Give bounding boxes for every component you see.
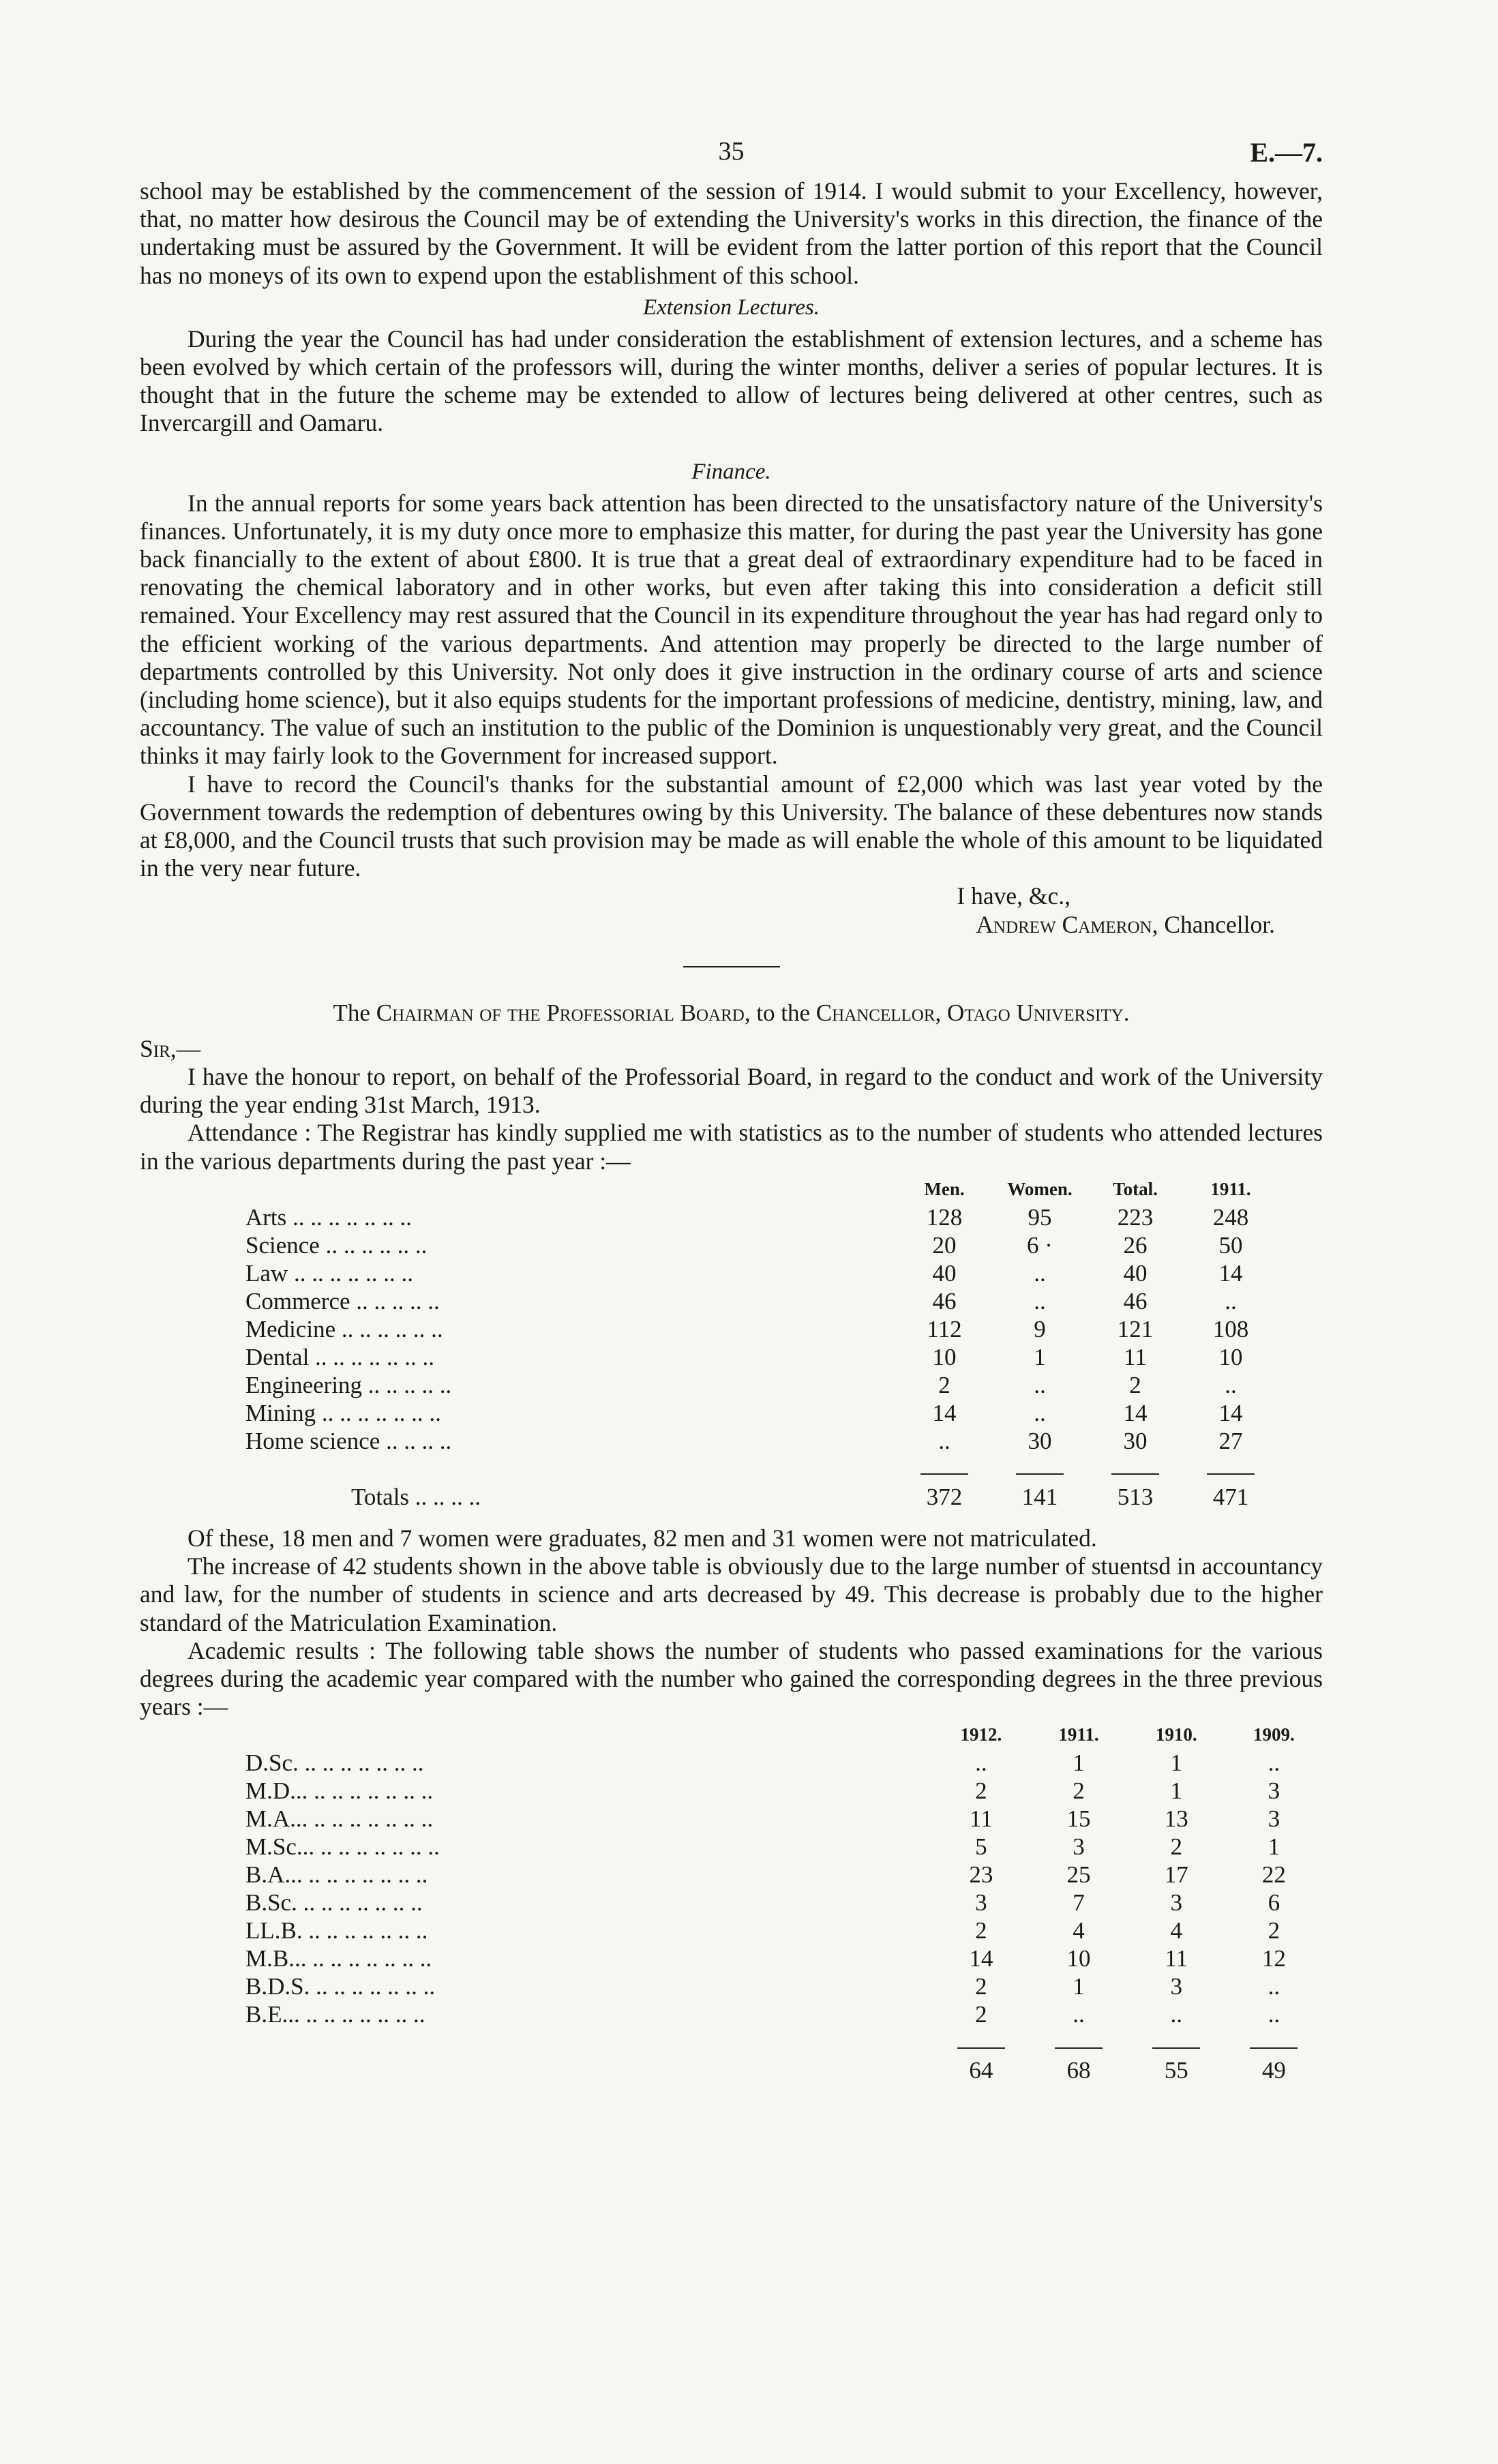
table-row [245, 1315, 1278, 1343]
document-code: E.—7. [1250, 137, 1323, 168]
paragraph-academic: Academic results : The following table shows the number of students who passed examinations for the various degrees during the academic year compared with the number who gained the corresponding degrees in the three previous years :— [140, 1636, 1323, 1721]
row-label: M.A... .. .. .. .. .. .. .. [245, 1805, 434, 1833]
totals-rule [1152, 2047, 1200, 2049]
paragraph-honour: I have the honour to report, on behalf of the Professorial Board, in regard to the conduct and work of the University during the year ending 31st March, 1913. [140, 1063, 1323, 1119]
page-header [140, 136, 1323, 177]
row-label: B.E... .. .. .. .. .. .. .. [245, 2001, 425, 2028]
total-value: 68 [1066, 2057, 1091, 2084]
cell-value: 223 [1117, 1203, 1154, 1231]
address-from: Chairman of the Professorial Board [376, 999, 745, 1026]
closing: I have, &c., [957, 882, 1070, 910]
heading-extension-lectures: Extension Lectures. [642, 295, 820, 320]
section-divider [683, 966, 780, 967]
cell-value: 5 [975, 1833, 987, 1861]
cell-value: 2 [1268, 1917, 1280, 1944]
cell-value: 12 [1261, 1945, 1286, 1972]
row-label: Commerce .. .. .. .. .. [245, 1287, 440, 1314]
cell-value: 11 [970, 1805, 993, 1833]
cell-value: 27 [1218, 1427, 1243, 1454]
totals-rule [1207, 1473, 1255, 1475]
signature [140, 911, 1323, 939]
cell-value: 3 [1170, 1889, 1182, 1917]
cell-value: .. [1073, 2001, 1085, 2028]
cell-value: 2 [1129, 1371, 1141, 1398]
cell-value: .. [1225, 1371, 1237, 1398]
totals-rule [957, 2047, 1005, 2049]
cell-value: 30 [1028, 1427, 1052, 1454]
degrees-table [245, 1721, 1323, 2084]
cell-value: 20 [932, 1231, 957, 1259]
cell-value: .. [938, 1427, 950, 1454]
cell-value: 248 [1212, 1203, 1249, 1231]
cell-value: 14 [1218, 1399, 1243, 1426]
cell-value: 6 · [1027, 1231, 1053, 1259]
row-label: B.Sc. .. .. .. .. .. .. .. [245, 1889, 423, 1917]
totals-label: Totals .. .. .. .. [351, 1483, 481, 1510]
cell-value: .. [1034, 1371, 1046, 1398]
cell-value: 1 [1073, 1749, 1085, 1777]
col-men: Men. [924, 1178, 965, 1199]
totals-label [245, 2056, 932, 2084]
document-page [140, 136, 1323, 2084]
table-row [245, 1259, 1278, 1287]
cell-value: 46 [932, 1287, 957, 1314]
table-row [245, 1749, 1323, 1777]
col-total: Total. [1113, 1178, 1158, 1199]
cell-value: 4 [1073, 1917, 1085, 1944]
heading-finance: Finance. [691, 459, 771, 484]
col-1911: 1911. [1210, 1178, 1251, 1199]
row-label: Science .. .. .. .. .. .. [245, 1231, 428, 1259]
cell-value: 1 [1268, 1833, 1280, 1861]
col-women: Women. [1007, 1178, 1073, 1199]
total-value: 141 [1021, 1483, 1058, 1510]
signature-title: , Chancellor. [1152, 910, 1275, 938]
address-the: The [333, 999, 370, 1026]
totals-rule [1250, 2047, 1298, 2049]
table-row [245, 1427, 1278, 1455]
cell-value: 14 [932, 1399, 957, 1426]
cell-value: .. [975, 1749, 987, 1777]
cell-value: 7 [1073, 1889, 1085, 1917]
totals-rule [920, 1473, 968, 1475]
cell-value: 50 [1218, 1231, 1243, 1259]
cell-value: 17 [1164, 1861, 1188, 1889]
col-1909: 1909. [1253, 1724, 1295, 1745]
cell-value: .. [1268, 1749, 1280, 1777]
cell-value: 13 [1164, 1805, 1188, 1833]
total-value: 513 [1117, 1483, 1154, 1510]
totals-rule [1055, 2047, 1103, 2049]
row-label: Arts .. .. .. .. .. .. .. [245, 1203, 413, 1231]
table-row [245, 1287, 1278, 1315]
address-to: Chancellor, Otago University [815, 999, 1124, 1026]
col-1910: 1910. [1155, 1724, 1197, 1745]
cell-value: 10 [1066, 1945, 1091, 1972]
cell-value: 9 [1034, 1315, 1046, 1342]
cell-value: 3 [1073, 1833, 1085, 1861]
cell-value: .. [1034, 1287, 1046, 1314]
total-value: 471 [1212, 1483, 1249, 1510]
table-row [245, 2000, 1323, 2028]
cell-value: 26 [1123, 1231, 1148, 1259]
cell-value: 3 [1268, 1805, 1280, 1833]
cell-value: 2 [1170, 1833, 1182, 1861]
cell-value: .. [1268, 2001, 1280, 2028]
row-label: M.Sc... .. .. .. .. .. .. .. [245, 1833, 440, 1861]
paragraph-increase: The increase of 42 students shown in the above table is obviously due to the large number of stuentsd in accountancy and law, for the number of students in science and arts decreased by 49. This decrease is probably due to the higher standard of the Matriculation Examination. [140, 1552, 1323, 1636]
signature-name: Andrew Cameron [976, 910, 1152, 938]
table-row [245, 1371, 1278, 1399]
table-row [245, 1399, 1278, 1427]
paragraph-extension: During the year the Council has had under consideration the establishment of extension lectures, and a scheme has been evolved by which certain of the professors will, during the winter months, deliver a series of popular lectures. It is thought that in the future the scheme may be extended to allow of lectures being delivered at other centres, such as Invercargill and Oamaru. [140, 325, 1323, 437]
cell-value: .. [1034, 1259, 1046, 1287]
cell-value: 11 [1165, 1945, 1188, 1972]
page-number: 35 [718, 137, 745, 166]
table-row [245, 1343, 1278, 1371]
paragraph-attendance: Attendance : The Registrar has kindly supplied me with statistics as to the number of students who attended lectures in the various departments during the past year :— [140, 1119, 1323, 1175]
totals-row [245, 1483, 1278, 1511]
table-row [245, 1889, 1323, 1917]
table-row [245, 1917, 1323, 1944]
cell-value: 1 [1170, 1749, 1182, 1777]
table-row [245, 1231, 1278, 1259]
cell-value: 112 [927, 1315, 962, 1342]
paragraph-graduates: Of these, 18 men and 7 women were graduates, 82 men and 31 women were not matriculated. [188, 1524, 1097, 1552]
cell-value: 6 [1268, 1889, 1280, 1917]
total-value: 372 [926, 1483, 963, 1510]
cell-value: 3 [975, 1889, 987, 1917]
attendance-header-row [245, 1175, 1278, 1203]
row-label: LL.B. .. .. .. .. .. .. .. [245, 1917, 428, 1944]
cell-value: 22 [1261, 1861, 1286, 1889]
cell-value: 2 [975, 1973, 987, 2000]
cell-value: .. [1225, 1287, 1237, 1314]
row-label: M.D... .. .. .. .. .. .. .. [245, 1777, 434, 1805]
cell-value: 121 [1117, 1315, 1154, 1342]
paragraph-finance: In the annual reports for some years back attention has been directed to the unsatisfactory nature of the University's finances. Unfortunately, it is my duty once more to emphasize this matter, for during the past year the University has gone back financially to the extent of about £800. It is true that a great deal of extraordinary expenditure had to be faced in renovating the chemical laboratory and in other works, but even after taking this into consideration a deficit still remained. Your Excellency may rest assured that the Council in its expenditure throughout the year has had regard only to the efficient working of the various departments. And attention may properly be directed to the large number of departments controlled by this University. Not only does it give instruction in the ordinary course of arts and science (including home science), but it also equips students for the important professions of medicine, dentistry, mining, law, and accountancy. The value of such an institution to the public of the Dominion is unquestionably very great, and the Council thinks it may fairly look to the Government for increased support. [140, 489, 1323, 770]
cell-value: 128 [926, 1203, 963, 1231]
row-label: M.B... .. .. .. .. .. .. .. [245, 1945, 432, 1972]
totals-rule [1016, 1473, 1064, 1475]
cell-value: 15 [1066, 1805, 1091, 1833]
cell-value: 40 [932, 1259, 957, 1287]
attendance-table [245, 1175, 1278, 1511]
col-1911: 1911. [1058, 1724, 1099, 1745]
totals-rule-row [245, 2028, 1323, 2056]
row-label: Dental .. .. .. .. .. .. .. [245, 1343, 435, 1370]
table-row [245, 1972, 1323, 2000]
paragraph-school: school may be established by the commencement of the session of 1914. I would submit to your Excellency, however, that, no matter how desirous the Council may be of extending the University's works in this direction, the finance of the undertaking must be assured by the Government. It will be evident from the latter portion of this report that the Council has no moneys of its own to expend upon the establishment of this school. [140, 177, 1323, 289]
table-row [245, 1777, 1323, 1805]
paragraph-debentures: I have to record the Council's thanks for the substantial amount of £2,000 which was last year voted by the Government towards the redemption of debentures owing by this University. The balance of these debentures now stands at £8,000, and the Council trusts that such provision may be made as will enable the whole of this amount to be liquidated in the very near future. [140, 770, 1323, 882]
cell-value: 14 [1218, 1259, 1243, 1287]
row-label: Law .. .. .. .. .. .. .. [245, 1259, 413, 1287]
address-end: . [1123, 999, 1130, 1026]
address-line [140, 998, 1323, 1028]
cell-value: 1 [1073, 1973, 1085, 2000]
row-label: Engineering .. .. .. .. .. [245, 1371, 452, 1398]
cell-value: 23 [969, 1861, 993, 1889]
cell-value: 30 [1123, 1427, 1148, 1454]
totals-row [245, 2056, 1323, 2084]
cell-value: 4 [1170, 1917, 1182, 1944]
table-row [245, 1861, 1323, 1889]
table-row [245, 1805, 1323, 1833]
total-value: 64 [969, 2057, 993, 2084]
cell-value: 1 [1170, 1777, 1182, 1805]
cell-value: 2 [975, 1777, 987, 1805]
cell-value: 3 [1170, 1973, 1182, 2000]
cell-value: 2 [1073, 1777, 1085, 1805]
cell-value: 40 [1123, 1259, 1148, 1287]
row-label: D.Sc. .. .. .. .. .. .. .. [245, 1749, 424, 1777]
address-to-word: , to the [744, 999, 811, 1026]
cell-value: 108 [1212, 1315, 1249, 1342]
cell-value: 1 [1034, 1343, 1046, 1370]
totals-rule-row [245, 1455, 1278, 1483]
totals-rule [1111, 1473, 1159, 1475]
cell-value: 10 [932, 1343, 957, 1370]
salutation: Sir,— [140, 1034, 201, 1062]
row-label: B.A... .. .. .. .. .. .. .. [245, 1861, 428, 1889]
cell-value: 10 [1218, 1343, 1243, 1370]
row-label: Medicine .. .. .. .. .. .. [245, 1315, 443, 1342]
cell-value: .. [1268, 1973, 1280, 2000]
cell-value: 14 [1123, 1399, 1148, 1426]
row-label: Home science .. .. .. .. [245, 1427, 452, 1454]
degrees-header-row [245, 1721, 1323, 1749]
total-value: 55 [1164, 2057, 1188, 2084]
cell-value: .. [1170, 2001, 1182, 2028]
row-label: Mining .. .. .. .. .. .. .. [245, 1399, 441, 1426]
table-row [245, 1203, 1278, 1231]
cell-value: 2 [938, 1371, 950, 1398]
cell-value: 95 [1028, 1203, 1052, 1231]
cell-value: 2 [975, 1917, 987, 1944]
cell-value: .. [1034, 1399, 1046, 1426]
col-1912: 1912. [960, 1724, 1002, 1745]
row-label: B.D.S. .. .. .. .. .. .. .. [245, 1973, 436, 2000]
cell-value: 14 [969, 1945, 993, 1972]
cell-value: 11 [1124, 1343, 1147, 1370]
cell-value: 25 [1066, 1861, 1091, 1889]
table-row [245, 1944, 1323, 1972]
table-row [245, 1833, 1323, 1861]
cell-value: 2 [975, 2001, 987, 2028]
cell-value: 46 [1123, 1287, 1148, 1314]
total-value: 49 [1261, 2057, 1286, 2084]
cell-value: 3 [1268, 1777, 1280, 1805]
